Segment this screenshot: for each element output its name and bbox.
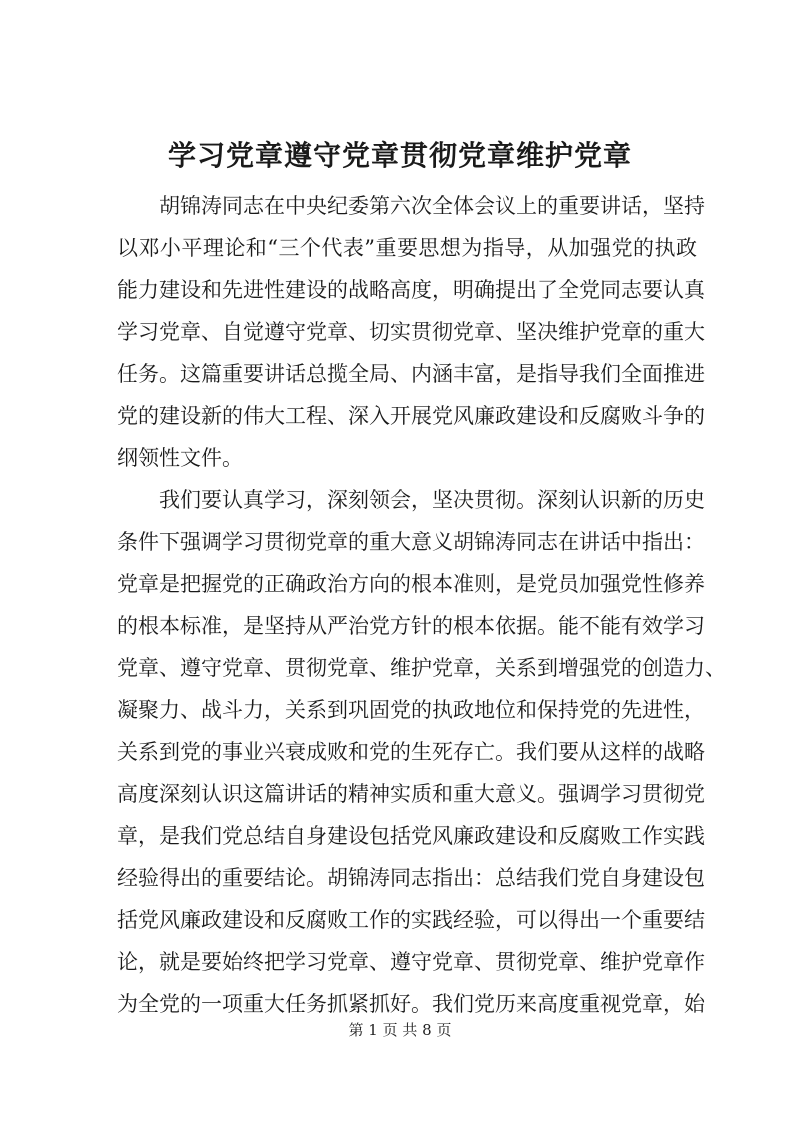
text-line: 为全党的一项重大任务抓紧抓好。我们党历来高度重视党章，始: [117, 992, 705, 1016]
text-line: 论，就是要始终把学习党章、遵守党章、贯彻党章、维护党章作: [117, 950, 705, 974]
text-line: 学习党章、自觉遵守党章、切实贯彻党章、坚决维护党章的重大: [117, 320, 705, 344]
text-line: 能力建设和先进性建设的战略高度，明确提出了全党同志要认真: [117, 278, 705, 302]
text-line: 党章、遵守党章、贯彻党章、维护党章，关系到增强党的创造力、: [117, 656, 726, 680]
text-line: 任务。这篇重要讲话总揽全局、内涵丰富，是指导我们全面推进: [117, 362, 705, 386]
text-line: 我们要认真学习，深刻领会，坚决贯彻。深刻认识新的历史: [159, 488, 705, 512]
text-line: 党的建设新的伟大工程、深入开展党风廉政建设和反腐败斗争的: [117, 404, 705, 428]
text-line: 以邓小平理论和“三个代表”重要思想为指导，从加强党的执政: [117, 236, 697, 260]
text-line: 章，是我们党总结自身建设包括党风廉政建设和反腐败工作实践: [117, 824, 705, 848]
text-line: 条件下强调学习贯彻党章的重大意义胡锦涛同志在讲话中指出：: [117, 530, 705, 554]
text-line: 关系到党的事业兴衰成败和党的生死存亡。我们要从这样的战略: [117, 740, 705, 764]
text-line: 括党风廉政建设和反腐败工作的实践经验，可以得出一个重要结: [117, 908, 705, 932]
text-line: 胡锦涛同志在中央纪委第六次全体会议上的重要讲话，坚持: [159, 194, 705, 218]
text-line: 凝聚力、战斗力，关系到巩固党的执政地位和保持党的先进性，: [117, 698, 705, 722]
text-line: 纲领性文件。: [117, 446, 243, 470]
document-title: 学习党章遵守党章贯彻党章维护党章: [167, 139, 632, 172]
text-line: 党章是把握党的正确政治方向的根本准则，是党员加强党性修养: [117, 572, 705, 596]
text-line: 经验得出的重要结论。胡锦涛同志指出：总结我们党自身建设包: [117, 866, 705, 890]
text-line: 的根本标准，是坚持从严治党方针的根本依据。能不能有效学习: [117, 614, 705, 638]
text-line: 高度深刻认识这篇讲话的精神实质和重大意义。强调学习贯彻党: [117, 782, 705, 806]
page-number-footer: 第 1 页 共 8 页: [348, 1021, 452, 1039]
